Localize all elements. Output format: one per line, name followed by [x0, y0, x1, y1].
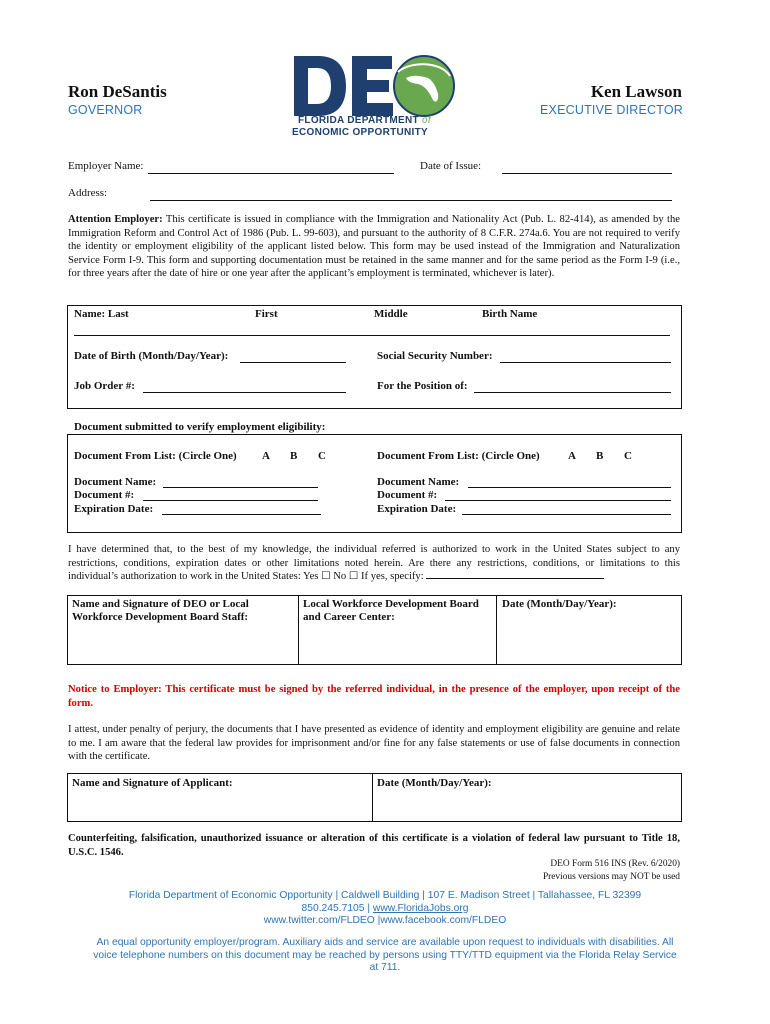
- attention-paragraph: [68, 213, 680, 281]
- doc-option-c-left[interactable]: C: [318, 450, 326, 462]
- applicant-signature-label: Name and Signature of Applicant:: [72, 777, 233, 789]
- doc-option-c-right[interactable]: C: [624, 450, 632, 462]
- deo-logo: [290, 52, 460, 142]
- footer-social[interactable]: www.twitter.com/FLDEO |www.facebook.com/FLDEO: [263, 915, 507, 927]
- governor-title: GOVERNOR: [68, 103, 143, 117]
- name-first-label: First: [255, 308, 278, 320]
- director-title: EXECUTIVE DIRECTOR: [540, 103, 683, 117]
- expiration-field-right[interactable]: [462, 502, 671, 515]
- doc-number-label-right: Document #:: [377, 489, 438, 501]
- yes-checkbox[interactable]: ☐: [321, 571, 331, 583]
- doc-option-a-right[interactable]: A: [568, 450, 576, 462]
- footer-address: Florida Department of Economic Opportunity | Caldwell Building | 107 E. Madison Street | Tallahassee, FL 32399: [128, 890, 642, 901]
- doc-option-a-left[interactable]: A: [262, 450, 270, 462]
- applicant-date-label: Date (Month/Day/Year):: [377, 777, 492, 789]
- doc-name-field-left[interactable]: [163, 475, 318, 488]
- doc-name-label-left: Document Name:: [74, 476, 157, 488]
- name-last-label: Name: Last: [74, 308, 129, 320]
- footer-eeo: An equal opportunity employer/program. Auxiliary aids and service are available upon request to individuals with disabilities. All voice telephone numbers on this document may be reached by persons using TTY/TTD equipment via the Florida Relay Service at 711.: [93, 937, 677, 974]
- no-label: No: [333, 571, 347, 583]
- expiration-label-right: Expiration Date:: [377, 503, 457, 515]
- position-field[interactable]: [474, 380, 671, 393]
- doc-option-b-right[interactable]: B: [596, 450, 604, 462]
- logo-subtitle-line2: ECONOMIC OPPORTUNITY: [292, 127, 429, 138]
- yes-label: Yes: [303, 571, 319, 583]
- footer-contact: [90, 890, 680, 928]
- footer-phone-line: [90, 903, 680, 916]
- applicant-name-field[interactable]: [74, 323, 670, 336]
- birth-name-label: Birth Name: [482, 308, 538, 320]
- previous-versions-note: Previous versions may NOT be used: [542, 871, 680, 882]
- attention-lead: Attention Employer:: [68, 214, 163, 225]
- counterfeiting-warning: Counterfeiting, falsification, unauthorized issuance or alteration of this certificate is a violation of federal law pursuant to Title 18, U.S.C. 1546.: [68, 833, 680, 858]
- applicant-table-divider: [372, 773, 373, 821]
- director-name: Ken Lawson: [590, 82, 682, 101]
- attention-text: This certificate is issued in compliance with the Immigration and Nationality Act (Pub. L. 82-414), as amended by the Immigration Reform and Control Act of 1986 (Pub. L. 99-603), and pursuant to the authority of 8 C.F.R. 274a.6. You are not required to verify the identity or employment eligibility of the applicant listed below. This form may be used instead of the Immigration and Naturalization Service Form I-9. This form and supporting documentation must be retained in the same manner and for the same period as the Form I-9 (i.e., for three years after the date of hire or one year after the applicant’s employment is terminated, whichever is later).: [68, 214, 680, 280]
- notice-to-employer: Notice to Employer: This certificate must be signed by the referred individual, in the presence of the employer, upon receipt of the form.: [68, 684, 680, 709]
- position-label: For the Position of:: [377, 380, 468, 392]
- no-checkbox[interactable]: ☐: [348, 571, 359, 583]
- ssn-field[interactable]: [500, 350, 671, 363]
- form-id: DEO Form 516 INS (Rev. 6/2020): [550, 859, 680, 869]
- employer-name-field[interactable]: [148, 161, 394, 174]
- staff-signature-label: Name and Signature of DEO or Local Workforce Development Board Staff:: [72, 598, 249, 623]
- attest-paragraph: I attest, under penalty of perjury, the documents that I have presented as evidence of identity and employment eligibility are genuine and relate to me. I am aware that the federal law provides for imprisonment and/or fine for any false statements or use of false documents in connection with the certificate.: [68, 724, 680, 763]
- staff-table-divider-2: [496, 595, 497, 664]
- name-middle-label: Middle: [374, 308, 408, 320]
- if-yes-label: If yes, specify:: [361, 571, 424, 583]
- footer-website-link[interactable]: www.FloridaJobs.org: [372, 902, 469, 914]
- employer-name-label: Employer Name:: [68, 160, 144, 172]
- dob-label: Date of Birth (Month/Day/Year):: [74, 350, 229, 362]
- staff-table-divider-1: [298, 595, 299, 664]
- doc-name-field-right[interactable]: [468, 475, 671, 488]
- workforce-board-label: Local Workforce Development Board and Career Center:: [303, 598, 479, 623]
- job-order-field[interactable]: [143, 380, 346, 393]
- footer-phone: 850.245.7105 |: [301, 902, 373, 914]
- logo-subtitle-line1: FLORIDA DEPARTMENT: [298, 115, 419, 126]
- form-info: [543, 858, 680, 883]
- date-of-issue-field[interactable]: [502, 161, 672, 174]
- doc-from-list-label-left: Document From List: (Circle One): [74, 450, 237, 462]
- determination-text: I have determined that, to the best of my knowledge, the individual referred is authorized to work in the United States subject to any restrictions, conditions, expiration dates or other limitations noted herein. Are there any restrictions, conditions, or limitations to this individual’s authorization to work in the United States:: [68, 544, 680, 583]
- address-label: Address:: [68, 187, 108, 199]
- documents-heading: Document submitted to verify employment eligibility:: [74, 421, 326, 433]
- dob-field[interactable]: [240, 350, 346, 363]
- governor-name: Ron DeSantis: [68, 82, 167, 101]
- expiration-label-left: Expiration Date:: [74, 503, 154, 515]
- doc-number-field-right[interactable]: [445, 488, 671, 501]
- if-yes-field[interactable]: [426, 577, 604, 579]
- expiration-field-left[interactable]: [162, 502, 321, 515]
- doc-name-label-right: Document Name:: [377, 476, 460, 488]
- doc-number-label-left: Document #:: [74, 489, 135, 501]
- job-order-label: Job Order #:: [74, 380, 135, 392]
- doc-number-field-left[interactable]: [143, 488, 318, 501]
- logo-subtitle-of: of: [422, 115, 431, 126]
- doc-option-b-left[interactable]: B: [290, 450, 298, 462]
- ssn-label: Social Security Number:: [377, 350, 493, 362]
- doc-from-list-label-right: Document From List: (Circle One): [377, 450, 540, 462]
- determination-paragraph: [68, 543, 680, 584]
- date-of-issue-label: Date of Issue:: [420, 160, 482, 172]
- address-field[interactable]: [150, 188, 672, 201]
- staff-date-label: Date (Month/Day/Year):: [502, 598, 617, 610]
